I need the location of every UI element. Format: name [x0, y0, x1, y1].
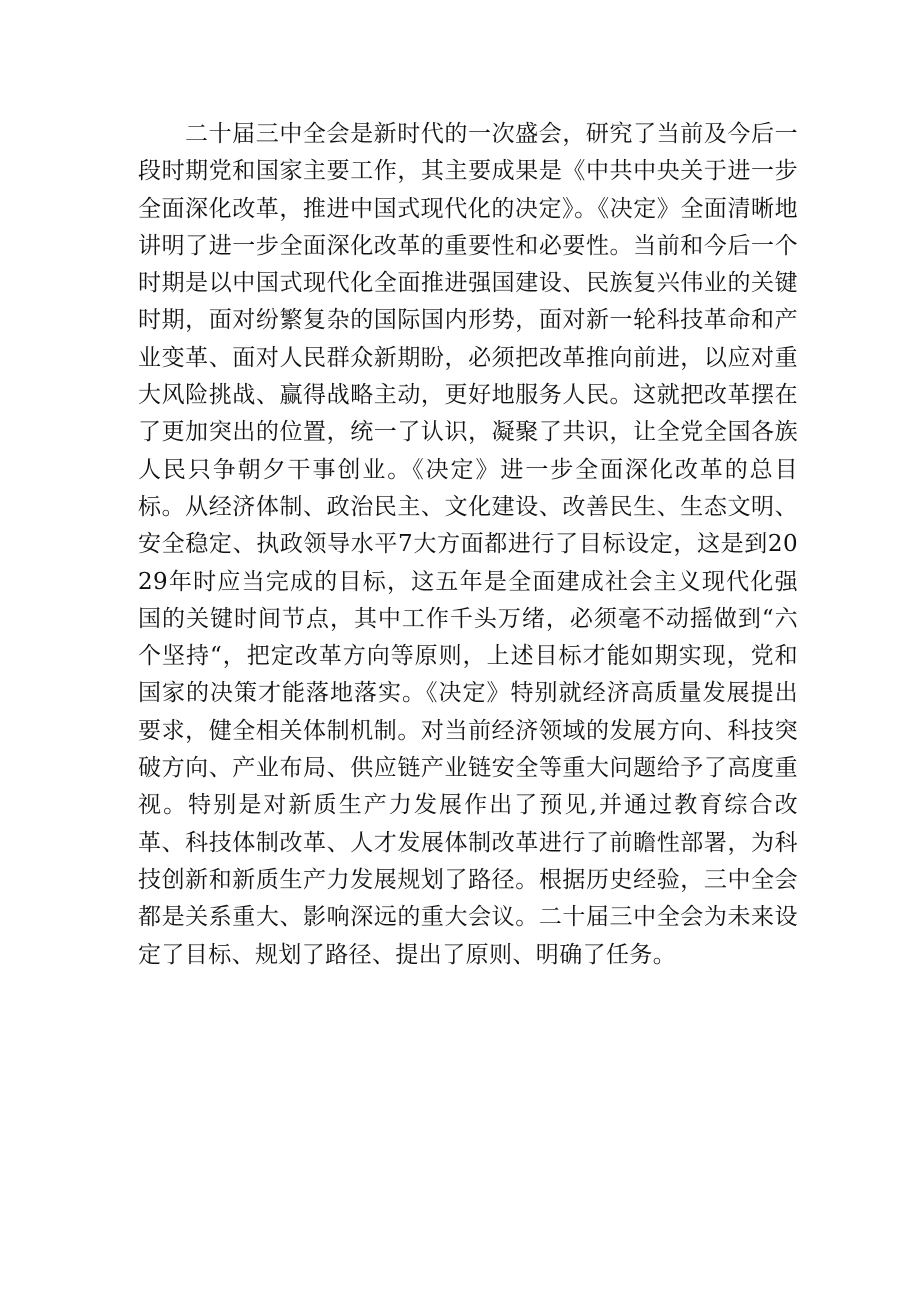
body-paragraph: 二十届三中全会是新时代的一次盛会，研究了当前及今后一段时期党和国家主要工作，其主要成果是《中共中央关于进一步全面深化改革，推进中国式现代化的决定》。《决定》全面清晰地讲明了进一步全面深化改革的重要性和必要性。当前和今后一个时期是以中国式现代化全面推进强国建设、民族复兴伟业的关键时期，面对纷繁复杂的国际国内形势，面对新一轮科技革命和产业变革、面对人民群众新期盼，必须把改革推向前进，以应对重大风险挑战、赢得战略主动，更好地服务人民。这就把改革摆在了更加突出的位置，统一了认识，凝聚了共识，让全党全国各族人民只争朝夕干事创业。《决定》进一步全面深化改革的总目标。从经济体制、政治民主、文化建设、改善民生、生态文明、安全稳定、执政领导水平7大方面都进行了目标设定，这是到2029年时应当完成的目标，这五年是全面建成社会主义现代化强国的关键时间节点，其中工作千头万绪，必须毫不动摇做到“六个坚持“，把定改革方向等原则，上述目标才能如期实现，党和国家的决策才能落地落实。《决定》特别就经济高质量发展提出要求，健全相关体制机制。对当前经济领域的发展方向、科技突破方向、产业布局、供应链产业链安全等重大问题给予了高度重视。特别是对新质生产力发展作出了预见,并通过教育综合改革、科技体制改革、人才发展体制改革进行了前瞻性部署，为科技创新和新质生产力发展规划了路径。根据历史经验，三中全会都是关系重大、影响深远的重大会议。二十届三中全会为未来设定了目标、规划了路径、提出了原则、明确了任务。	[138, 121, 798, 968]
